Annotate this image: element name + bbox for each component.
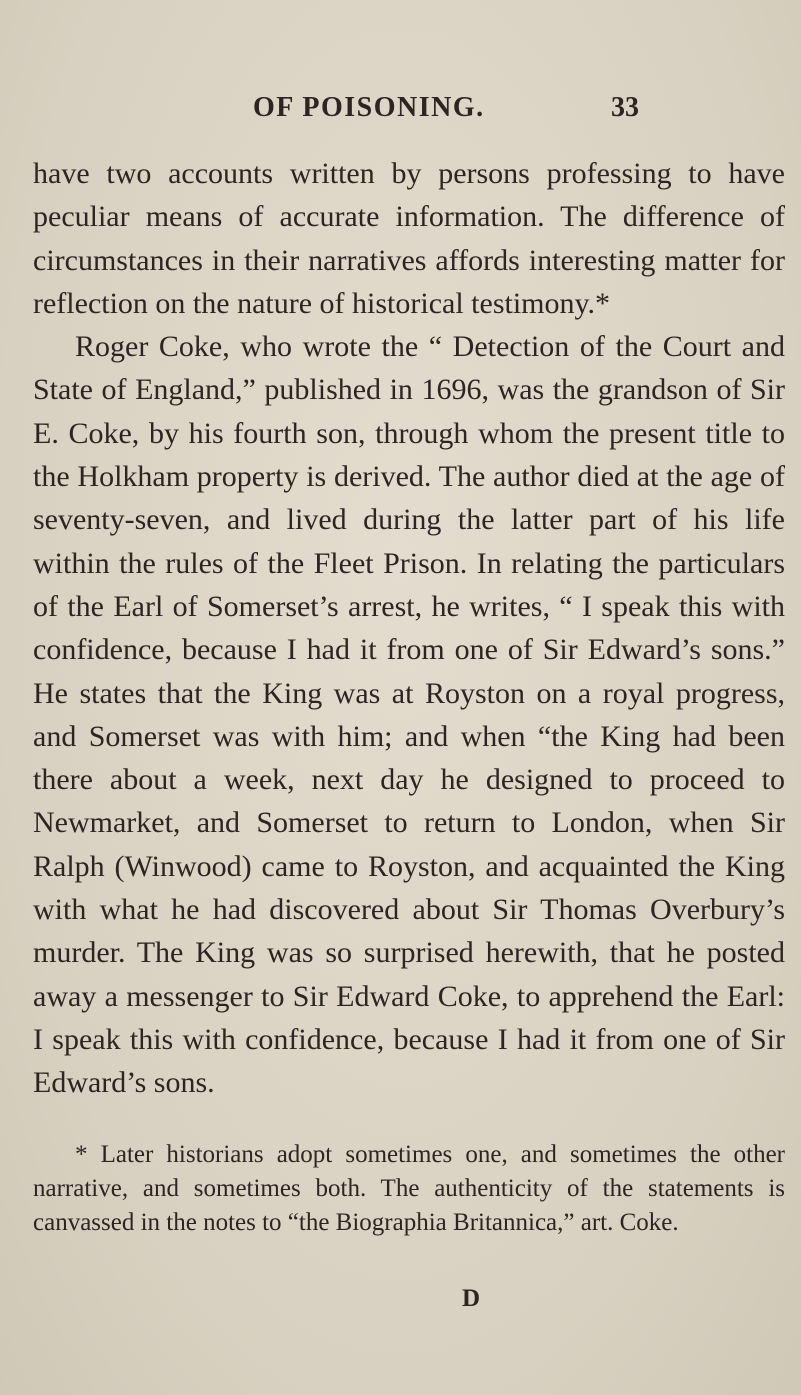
body-text	[33, 152, 785, 1105]
paragraph-roger-coke: Roger Coke, who wrote the “ Detection of the Court and State of England,” published in 1696, was the grandson of Sir E. Coke, by his fourth son, through whom the present title to the Holkham property is derived. The author died at the age of seventy-seven, and lived during the latter part of his life within the rules of the Fleet Prison. In relating the particulars of the Earl of Somerset’s arrest, he writes, “ I speak this with confidence, because I had it from one of Sir Edward’s sons.” He states that the King was at Royston on a royal progress, and Somerset was with him; and when “the King had been there about a week, next day he designed to proceed to Newmarket, and Somerset to return to London, when Sir Ralph (Winwood) came to Royston, and acquainted the King with what he had discovered about Sir Thomas Overbury’s murder. The King was so surprised herewith, that he posted away a messenger to Sir Edward Coke, to apprehend the Earl: I speak this with confidence, because I had it from one of Sir Edward’s sons.	[33, 330, 785, 1100]
page-number: 33	[611, 92, 639, 123]
paragraph-continuation: have two accounts written by persons professing to have peculiar means of accurate information. The difference of circumstances in their narratives affords interesting matter for reflection on the nature of historical testimony.*	[33, 157, 785, 320]
footnote: * Later historians adopt sometimes one, and sometimes the other narrative, and sometimes both. The authenticity of the statements is canvassed in the notes to “the Biographia Britannica,” art. Coke.	[33, 1141, 785, 1236]
running-head	[0, 92, 801, 132]
signature-mark: D	[462, 1285, 481, 1312]
running-title: OF POISONING.	[253, 92, 485, 123]
